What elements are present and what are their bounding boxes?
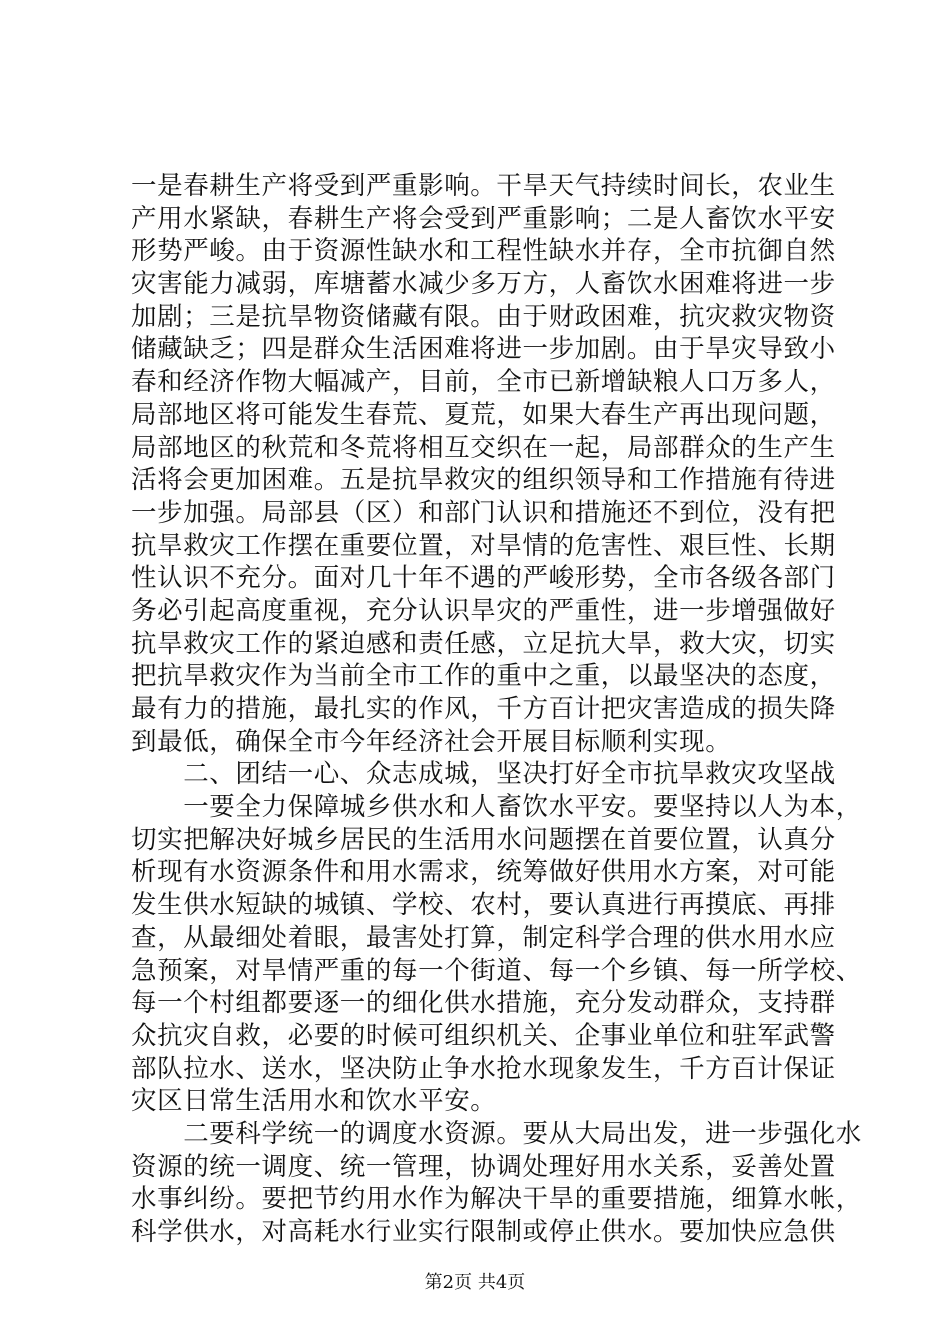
text-line: 把抗旱救灾作为当前全市工作的重中之重，以最坚决的态度，	[131, 661, 836, 692]
text-line: 加剧；三是抗旱物资储藏有限。由于财政困难，抗灾救灾物资	[131, 301, 836, 332]
text-line: 每一个村组都要逐一的细化供水措施，充分发动群众，支持群	[131, 988, 836, 1019]
text-line: 水事纠纷。要把节约用水作为解决干旱的重要措施，细算水帐，	[131, 1184, 862, 1215]
text-line: 抗旱救灾工作摆在重要位置，对旱情的危害性、艰巨性、长期	[131, 530, 836, 561]
text-line: 形势严峻。由于资源性缺水和工程性缺水并存，全市抗御自然	[131, 236, 836, 267]
text-line: 切实把解决好城乡居民的生活用水问题摆在首要位置，认真分	[131, 824, 836, 855]
section-heading: 二、团结一心、众志成城，坚决打好全市抗旱救灾攻坚战	[131, 759, 836, 790]
text-line: 到最低，确保全市今年经济社会开展目标顺利实现。	[131, 726, 732, 757]
text-line: 查，从最细处着眼，最害处打算，制定科学合理的供水用水应	[131, 922, 836, 953]
text-line: 资源的统一调度、统一管理，协调处理好用水关系，妥善处置	[131, 1151, 836, 1182]
text-line: 发生供水短缺的城镇、学校、农村，要认真进行再摸底、再排	[131, 890, 836, 921]
page-number-footer: 第2页 共4页	[424, 1272, 526, 1293]
text-line: 务必引起高度重视，充分认识旱灾的严重性，进一步增强做好	[131, 595, 836, 626]
body-text	[131, 170, 862, 1249]
text-line: 活将会更加困难。五是抗旱救灾的组织领导和工作措施有待进	[131, 465, 836, 496]
text-line: 科学供水，对高耗水行业实行限制或停止供水。要加快应急供	[131, 1217, 836, 1247]
text-line: 局部地区的秋荒和冬荒将相互交织在一起，局部群众的生产生	[131, 432, 836, 463]
text-line: 一要全力保障城乡供水和人畜饮水平安。要坚持以人为本，	[131, 792, 862, 823]
text-line: 部队拉水、送水，坚决防止争水抢水现象发生，千方百计保证	[131, 1053, 836, 1084]
text-line: 储藏缺乏；四是群众生活困难将进一步加剧。由于旱灾导致小	[131, 334, 836, 365]
text-line: 二要科学统一的调度水资源。要从大局出发，进一步强化水	[131, 1118, 862, 1149]
text-line: 一步加强。局部县（区）和部门认识和措施还不到位，没有把	[131, 497, 836, 528]
text-line: 最有力的措施，最扎实的作风，千方百计把灾害造成的损失降	[131, 694, 836, 724]
text-line: 局部地区将可能发生春荒、夏荒，如果大春生产再出现问题，	[131, 399, 836, 430]
text-line: 春和经济作物大幅减产，目前，全市已新增缺粮人口万多人，	[131, 367, 836, 398]
text-line: 一是春耕生产将受到严重影响。干旱天气持续时间长，农业生	[131, 171, 836, 201]
text-line: 急预案，对旱情严重的每一个街道、每一个乡镇、每一所学校、	[131, 955, 862, 986]
text-line: 灾害能力减弱，库塘蓄水减少多万方，人畜饮水困难将进一步	[131, 269, 836, 300]
text-line: 抗旱救灾工作的紧迫感和责任感，立足抗大旱，救大灾，切实	[131, 628, 836, 659]
text-line: 性认识不充分。面对几十年不遇的严峻形势，全市各级各部门	[131, 563, 836, 594]
text-line: 析现有水资源条件和用水需求，统筹做好供用水方案，对可能	[131, 857, 836, 888]
text-line: 产用水紧缺，春耕生产将会受到严重影响；二是人畜饮水平安	[131, 203, 836, 234]
text-line: 众抗灾自救，必要的时候可组织机关、企事业单位和驻军武警	[131, 1020, 836, 1051]
text-line: 灾区日常生活用水和饮水平安。	[131, 1086, 497, 1117]
